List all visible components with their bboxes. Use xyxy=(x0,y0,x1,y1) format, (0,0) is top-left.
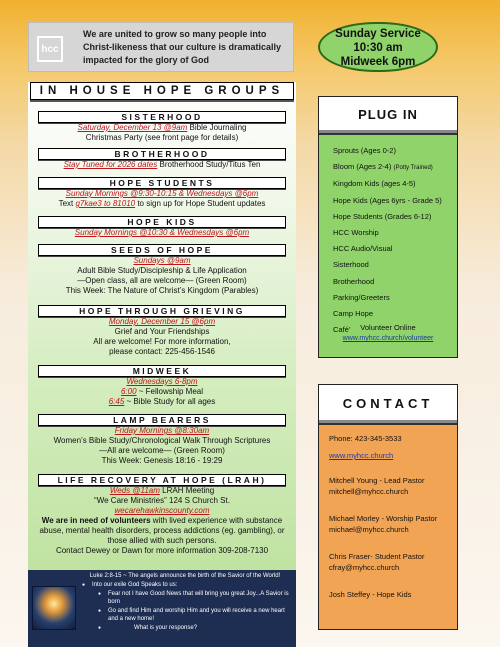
group-heading: LIFE RECOVERY AT HOPE (LRAH) xyxy=(38,474,286,486)
bullet-item: ● Into our exile God Speaks to us: xyxy=(78,581,292,589)
contact-email: cfray@myhcc.church xyxy=(329,563,400,572)
group-detail: Text xyxy=(58,199,76,208)
group-lamp-bearers xyxy=(30,414,294,466)
group-when: Friday Mornings @8:30am xyxy=(114,426,210,435)
group-detail: All are welcome! For more information, xyxy=(93,337,231,346)
plug-item: HCC Worship xyxy=(333,228,379,238)
group-detail: LRAH Meeting xyxy=(159,486,215,495)
group-detail: This Week: The Nature of Christ’s Kingdom (Parables) xyxy=(65,286,259,295)
group-heading: BROTHERHOOD xyxy=(38,148,286,160)
nativity-image xyxy=(32,586,76,630)
plug-item: Café’ xyxy=(333,325,351,335)
group-heading: HOPE KIDS xyxy=(38,216,286,228)
group-detail: with lived experience with substance abuse, mental health disorders, process addictions (eg. gambling), or those allied with such persons. xyxy=(39,516,285,545)
group-when: Sundays @9am xyxy=(133,256,191,265)
bullet-item: ● What is your response? xyxy=(78,624,292,632)
plug-item: Hope Students (Grades 6-12) xyxy=(333,211,432,221)
group-heading: MIDWEEK xyxy=(38,365,286,377)
hcc-logo: hcc xyxy=(37,36,63,62)
group-hope-kids xyxy=(30,216,294,238)
service-line-3: Midweek 6pm xyxy=(340,56,416,68)
volunteer-block xyxy=(319,323,457,344)
contact-phone: Phone: 423-345-3533 xyxy=(329,434,402,443)
website-link[interactable]: wecarehawkinscounty.com xyxy=(114,506,210,515)
group-detail: Brotherhood Study/Titus Ten xyxy=(157,160,261,169)
group-when: Stay Tuned for 2026 dates xyxy=(63,160,158,169)
group-detail: please contact: 225-456-1546 xyxy=(109,347,215,356)
group-detail: Adult Bible Study/Discipleship & Life Application xyxy=(77,266,247,275)
group-midweek xyxy=(30,365,294,407)
group-when: Sunday Mornings @10:30 & Wednesdays @6pm xyxy=(74,228,250,237)
group-detail: ~ Bible Study for all ages xyxy=(124,397,216,406)
group-when: Sunday Mornings @9:30-10:15 & Wednesdays @6pm xyxy=(65,189,259,198)
plug-item: Camp Hope xyxy=(333,309,374,319)
group-detail: Women’s Bible Study/Chronological Walk Through Scriptures xyxy=(53,436,271,445)
volunteer-link[interactable]: www.myhcc.church/volunteer xyxy=(342,335,434,342)
plug-item: Hope Kids (Ages 6yrs - Grade 5) xyxy=(333,195,442,205)
group-detail: Contact Dewey or Dawn for more information 309-208-7130 xyxy=(55,546,269,555)
mission-statement: We are united to grow so many people into Christ-likeness that our culture is dramatically impacted for the glory of God xyxy=(83,29,282,65)
verse-heading: Luke 2:8-15 ~ The angels announce the birth of the Savior of the World! xyxy=(89,573,281,579)
service-times-badge xyxy=(318,22,438,72)
plug-item: Parking/Greeters xyxy=(333,292,390,302)
text-code: g7kae3 to 81010 xyxy=(75,199,136,208)
plug-item: HCC Audio/Visual xyxy=(333,244,393,254)
mission-banner xyxy=(28,22,294,72)
service-line-1: Sunday Service xyxy=(335,28,421,40)
contact-name: Josh Steffey - Hope Kids xyxy=(329,590,412,599)
plug-item: Bloom (Ages 2-4) (Potty Trained) xyxy=(333,162,433,172)
plug-item: Kingdom Kids (ages 4-5) xyxy=(333,179,416,189)
plug-item: Sprouts (Ages 0-2) xyxy=(333,146,396,155)
plug-item: Brotherhood xyxy=(333,276,375,286)
group-detail: ~ Fellowship Meal xyxy=(136,387,204,396)
group-heading: SEEDS OF HOPE xyxy=(38,244,286,256)
bullet-item: ● Go and find Him and worship Him and you will receive a new heart and a new home! xyxy=(78,607,292,623)
group-when: Saturday, December 13 @9am xyxy=(77,123,188,132)
plug-in-panel xyxy=(318,96,458,358)
time: 6:45 xyxy=(108,397,125,406)
volunteer-label: Volunteer Online xyxy=(360,323,416,332)
contact-email: michael@myhcc.church xyxy=(329,525,409,534)
group-detail: —All are welcome— (Green Room) xyxy=(99,446,225,455)
group-seeds-of-hope xyxy=(30,244,294,296)
contact-panel xyxy=(318,384,458,630)
plug-in-title: PLUG IN xyxy=(319,97,457,135)
service-line-2: 10:30 am xyxy=(353,42,403,54)
hope-groups-title: IN HOUSE HOPE GROUPS xyxy=(30,82,294,100)
group-when: Weds @11am xyxy=(109,486,160,495)
group-detail: Grief and Your Friendships xyxy=(114,327,210,336)
group-life-recovery xyxy=(30,474,294,556)
plug-in-list xyxy=(333,143,457,338)
bullet-item: ● Fear not I have Good News that will bring you great Joy...A Savior is born xyxy=(78,590,292,606)
group-heading: HOPE THROUGH GRIEVING xyxy=(38,305,286,317)
group-detail: Bible Journaling xyxy=(187,123,247,132)
contact-name: Michael Morley - Worship Pastor xyxy=(329,514,438,523)
group-sisterhood xyxy=(30,111,294,143)
volunteer-need: We are in need of volunteers xyxy=(41,516,151,525)
group-heading: HOPE STUDENTS xyxy=(38,177,286,189)
contact-email: mitchell@myhcc.church xyxy=(329,487,409,496)
plug-item: Sisterhood xyxy=(333,260,369,270)
group-brotherhood xyxy=(30,148,294,170)
group-detail: This Week: Genesis 18:16 - 19:29 xyxy=(101,456,223,465)
time: 6:00 xyxy=(120,387,137,396)
group-hope-students xyxy=(30,177,294,209)
group-hope-through-grieving xyxy=(30,305,294,357)
group-when: Wednesdays 6-8pm xyxy=(126,377,198,386)
group-when: Monday, December 15 @6pm xyxy=(108,317,216,326)
group-heading: SISTERHOOD xyxy=(38,111,286,123)
group-detail: to sign up for Hope Student updates xyxy=(135,199,266,208)
contact-name: Mitchell Young - Lead Pastor xyxy=(329,476,425,485)
group-heading: LAMP BEARERS xyxy=(38,414,286,426)
contact-title: CONTACT xyxy=(319,385,457,425)
group-detail: —Open class, all are welcome— (Green Room) xyxy=(77,276,247,285)
contact-name: Chris Fraser- Student Pastor xyxy=(329,552,425,561)
group-note: Christmas Party (see front page for details) xyxy=(85,133,239,142)
christmas-verse-box xyxy=(28,570,296,647)
contact-website-link[interactable]: www.myhcc.church xyxy=(329,451,394,460)
group-detail: “We Care Ministries” 124 S Church St. xyxy=(94,496,230,505)
